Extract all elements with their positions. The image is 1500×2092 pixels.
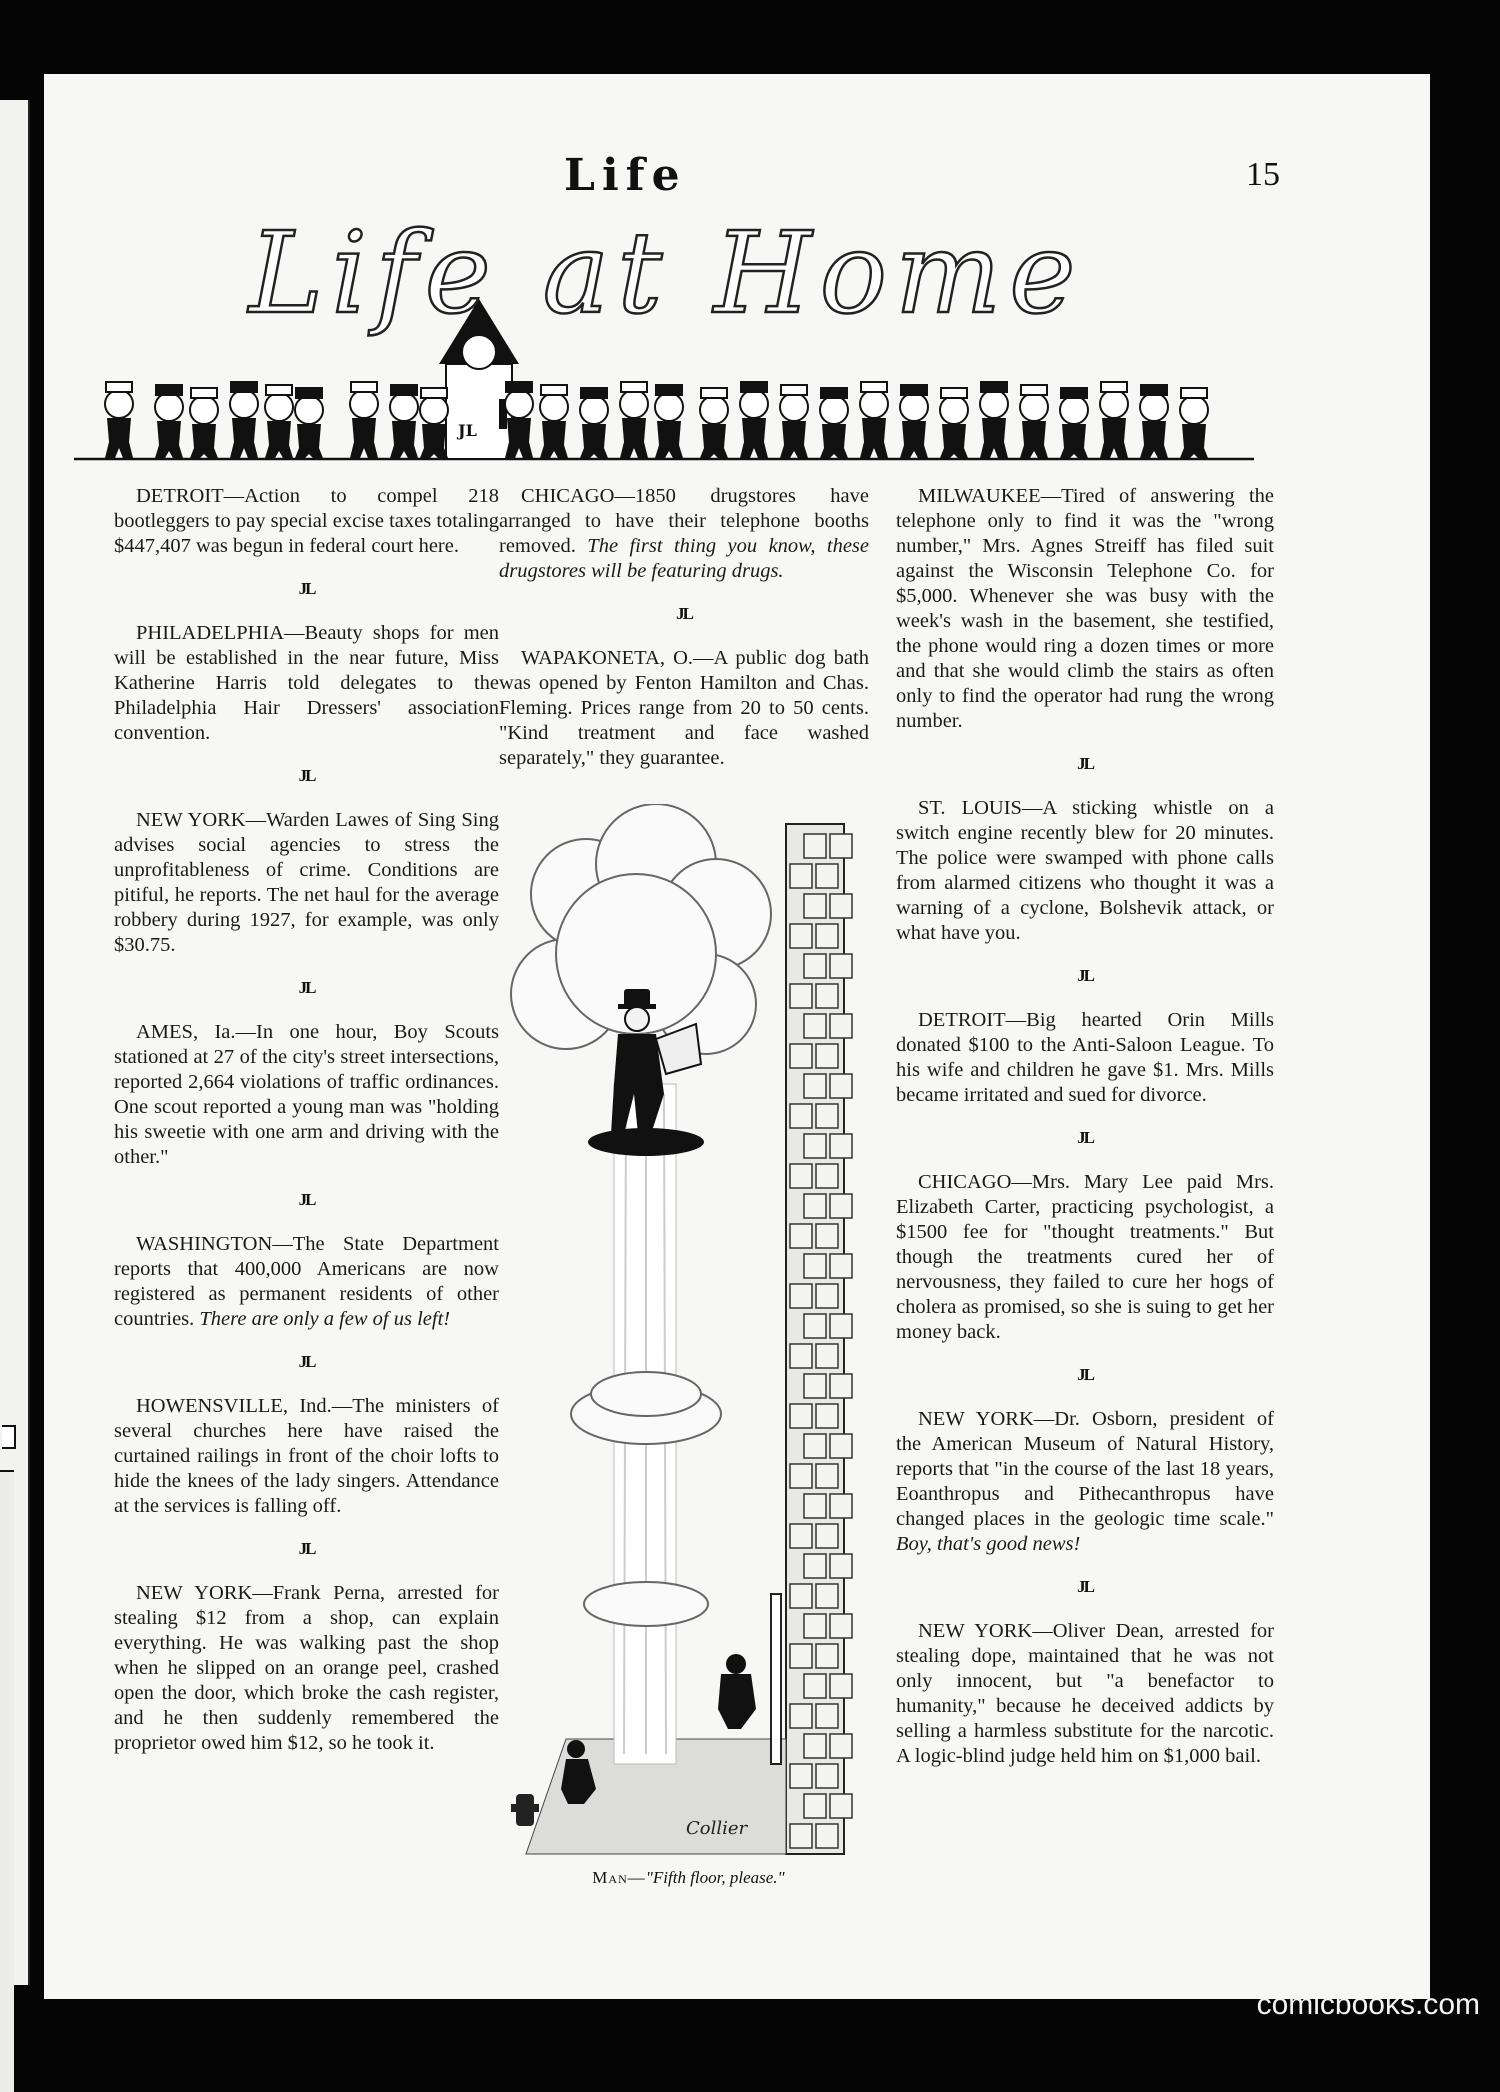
procession-figures — [105, 382, 1208, 458]
column-1 — [114, 484, 499, 1774]
wall-brick — [816, 924, 838, 948]
wall-brick — [804, 1794, 826, 1818]
wall-brick — [830, 1494, 852, 1518]
wall-brick — [804, 1434, 826, 1458]
news-item-quip: The first thing you know, these drugstores will be featuring drugs. — [499, 535, 870, 582]
wall-brick — [790, 1464, 812, 1488]
procession-figure — [230, 382, 258, 458]
item-separator: JL — [298, 1352, 315, 1371]
news-item — [114, 1232, 499, 1332]
header-banner — [74, 204, 1254, 474]
news-item — [114, 1394, 499, 1519]
item-separator: JL — [676, 604, 692, 623]
news-item-text: NEW YORK—Oliver Dean, arrested for stealing dope, maintained that he was not only innocent, but "a benefactor to humanity," because he deceived addicts by selling a harmless substitute for the narcotic. A logic-blind judge held him on $1,000 bail. — [896, 1620, 1274, 1767]
news-item — [114, 1581, 499, 1756]
news-item-quip: There are only a few of us left! — [199, 1308, 451, 1330]
magazine-page — [44, 74, 1430, 1999]
wall-brick — [804, 834, 826, 858]
news-item-text: NEW YORK—Warden Lawes of Sing Sing advises social agencies to stress the unprofitableness of crime. Conditions are pitiful, he reports. The net haul for the average robbery during 1927, for example, was only $30.75. — [114, 809, 499, 956]
wall-brick — [816, 1464, 838, 1488]
news-item — [114, 808, 499, 958]
cartoon-caption — [506, 1868, 871, 1888]
adjacent-page-lower-edge — [0, 1470, 14, 2092]
news-item-text: DETROIT—Big hearted Orin Mills donated $100 to the Anti-Saloon League. To his wife and children he gave $1. Mrs. Mills became irritated and sued for divorce. — [896, 1009, 1274, 1106]
procession-figure — [420, 388, 448, 458]
wall-brick — [790, 1644, 812, 1668]
item-separator: JL — [1077, 1365, 1093, 1384]
item-separator: JL — [298, 1190, 315, 1209]
news-item — [896, 1619, 1274, 1769]
wall-brick — [804, 1554, 826, 1578]
wall-brick — [830, 1254, 852, 1278]
procession-figure — [540, 385, 568, 458]
wall-brick — [790, 1284, 812, 1308]
wall-brick — [816, 984, 838, 1008]
wall-brick — [804, 1314, 826, 1338]
wall-brick — [790, 1164, 812, 1188]
news-item-text: NEW YORK—Frank Perna, arrested for stealing $12 from a shop, can explain everything. He was walking past the shop when he slipped on an orange peel, crashed open the door, which broke the cash register, and he then suddenly remembered the proprietor owed him $12, so he took it. — [114, 1582, 499, 1754]
procession-figure — [265, 385, 293, 458]
procession-figure — [105, 382, 133, 458]
wall-brick — [790, 1584, 812, 1608]
cartoon-drawing — [506, 804, 871, 1864]
wall-brick — [804, 1614, 826, 1638]
brick-wall — [786, 824, 852, 1854]
watermark: comicbooks.com — [1256, 1988, 1480, 2021]
procession-figure — [390, 385, 418, 458]
procession-figure — [295, 388, 323, 458]
wall-brick — [804, 1194, 826, 1218]
item-separator: JL — [1077, 754, 1093, 773]
wall-brick — [830, 834, 852, 858]
procession-figure — [620, 382, 648, 458]
wall-brick — [804, 1014, 826, 1038]
procession-figure — [940, 388, 968, 458]
adjacent-page-edge — [0, 100, 30, 1985]
procession-figure — [820, 388, 848, 458]
procession-figure — [155, 385, 183, 458]
news-item — [114, 1020, 499, 1170]
item-separator: JL — [1077, 966, 1093, 985]
wall-brick — [816, 1824, 838, 1848]
wall-brick — [804, 1134, 826, 1158]
procession-figure — [655, 385, 683, 458]
news-item — [896, 484, 1274, 734]
banner-title: Life at Home — [249, 209, 1084, 339]
wall-brick — [790, 1824, 812, 1848]
wall-brick — [816, 1104, 838, 1128]
wall-brick — [816, 1164, 838, 1188]
wall-brick — [790, 1404, 812, 1428]
news-item — [114, 621, 499, 746]
wall-brick — [816, 1764, 838, 1788]
procession-figure — [350, 382, 378, 458]
news-item-text: NEW YORK—Dr. Osborn, president of the American Museum of Natural History, reports that "in the course of the last 18 years, Eoanthropus and Pithecanthropus have changed places in the geologic time scale." — [896, 1408, 1274, 1530]
wall-brick — [790, 1524, 812, 1548]
column-2 — [499, 484, 869, 789]
news-item-text: MILWAUKEE—Tired of answering the telephone only to find it was the "wrong number," Mrs. Agnes Streiff has filed suit against the Wisconsin Telephone Co. for $5,000. Whenever she was busy with the week's wash in the basement, she testified, the phone would ring a dozen times or more and that she would climb the stairs as often only to find the operator had rung the wrong number. — [896, 485, 1274, 732]
news-item-text: CHICAGO—Mrs. Mary Lee paid Mrs. Elizabeth Carter, practicing psychologist, a $1500 fee for "thought treatments." But though the treatments cured her of nervousness, they failed to cure her hogs of cholera as promised, so she is suing to get her money back. — [896, 1171, 1274, 1343]
news-item-text: ST. LOUIS—A sticking whistle on a switch engine recently blew for 20 minutes. The police were swamped with phone calls from alarmed citizens who thought it was a warning of a cyclone, Bolshevik attack, or what have you. — [896, 797, 1274, 944]
wall-brick — [804, 954, 826, 978]
wall-brick — [830, 1314, 852, 1338]
wall-brick — [804, 1494, 826, 1518]
wall-brick — [830, 1194, 852, 1218]
news-item-quip: Boy, that's good news! — [896, 1533, 1081, 1555]
wall-brick — [830, 1674, 852, 1698]
procession-figure — [900, 385, 928, 458]
pedestrian-figure — [718, 1654, 756, 1729]
procession-figure — [780, 385, 808, 458]
wall-brick — [816, 1404, 838, 1428]
wall-brick — [790, 984, 812, 1008]
wall-brick — [804, 1254, 826, 1278]
item-separator: JL — [298, 766, 315, 785]
caption-speaker: Man— — [592, 1868, 646, 1887]
wall-brick — [816, 864, 838, 888]
news-item — [896, 796, 1274, 946]
wall-brick — [816, 1584, 838, 1608]
procession-figure — [1020, 385, 1048, 458]
procession-figure — [580, 388, 608, 458]
column-3 — [896, 484, 1274, 1787]
masthead: Life — [564, 150, 687, 201]
item-separator: JL — [1077, 1577, 1093, 1596]
news-item — [896, 1008, 1274, 1108]
procession-figure — [1100, 382, 1128, 458]
news-item-text: AMES, Ia.—In one hour, Boy Scouts stationed at 27 of the city's street intersections, reported 2,664 violations of traffic ordinances. One scout reported a young man was "holding his sweetie with one arm and driving with the other." — [114, 1021, 499, 1168]
procession-figure — [860, 382, 888, 458]
procession-figure — [700, 388, 728, 458]
fire-hydrant — [511, 1794, 539, 1826]
wall-brick — [830, 1554, 852, 1578]
wall-brick — [816, 1224, 838, 1248]
wall-brick — [816, 1044, 838, 1068]
wall-brick — [790, 1224, 812, 1248]
news-item-text: HOWENSVILLE, Ind.—The ministers of several churches here have raised the curtained railings in front of the choir lofts to hide the knees of the lady singers. Attendance at the services is falling off. — [114, 1395, 499, 1517]
wall-brick — [790, 1704, 812, 1728]
wall-brick — [830, 1434, 852, 1458]
item-separator: JL — [1077, 1128, 1093, 1147]
wall-brick — [830, 1374, 852, 1398]
wall-brick — [830, 954, 852, 978]
wall-brick — [790, 924, 812, 948]
news-item — [896, 1407, 1274, 1557]
wall-brick — [816, 1704, 838, 1728]
adjacent-page-mark — [2, 1425, 16, 1449]
procession-figure — [1060, 388, 1088, 458]
wall-brick — [790, 1104, 812, 1128]
item-separator: JL — [298, 1539, 315, 1558]
item-separator: JL — [298, 978, 315, 997]
news-item-text: PHILADELPHIA—Beauty shops for men will be established in the near future, Miss Katherine Harris told delegates to the Philadelphia Hair Dressers' association convention. — [114, 622, 499, 744]
wall-brick — [804, 1374, 826, 1398]
wall-brick — [830, 1134, 852, 1158]
wall-brick — [804, 1074, 826, 1098]
wall-brick — [790, 1344, 812, 1368]
wall-brick — [816, 1344, 838, 1368]
cartoon-illustration — [506, 804, 871, 1864]
procession-figure — [740, 382, 768, 458]
wall-brick — [830, 1794, 852, 1818]
news-item — [114, 484, 499, 559]
wall-brick — [804, 1674, 826, 1698]
news-item-text: DETROIT—Action to compel 218 bootleggers to pay special excise taxes totaling $447,407 was begun in federal court here. — [114, 485, 499, 557]
item-separator: JL — [298, 579, 315, 598]
news-item-text: CHICAGO—1850 drugstores have arranged to have their telephone booths removed. — [499, 485, 869, 557]
news-item — [499, 484, 869, 584]
wall-brick — [804, 894, 826, 918]
wall-brick — [816, 1284, 838, 1308]
svg-text:JL: JL — [458, 421, 477, 440]
news-item-text: WASHINGTON—The State Department reports that 400,000 Americans are now registered as permanent residents of other countries. — [114, 1233, 499, 1330]
procession-figure — [1180, 388, 1208, 458]
procession-figure — [505, 382, 533, 458]
lower-cloud — [584, 1582, 708, 1626]
wall-brick — [790, 864, 812, 888]
wall-brick — [804, 1734, 826, 1758]
wall-brick — [816, 1524, 838, 1548]
wall-brick — [790, 1044, 812, 1068]
wall-brick — [790, 1764, 812, 1788]
procession-figure — [190, 388, 218, 458]
middle-cloud — [571, 1372, 721, 1444]
procession-figure — [1140, 385, 1168, 458]
wall-brick — [830, 1614, 852, 1638]
caption-text: "Fifth floor, please." — [645, 1868, 785, 1887]
wall-brick — [830, 1074, 852, 1098]
drain-pipe — [771, 1594, 781, 1764]
wall-brick — [830, 894, 852, 918]
news-item — [896, 1170, 1274, 1345]
wall-brick — [830, 1014, 852, 1038]
procession-figure — [980, 382, 1008, 458]
news-item — [499, 646, 869, 771]
news-item-text: WAPAKONETA, O.—A public dog bath was opened by Fenton Hamilton and Chas. Fleming. Prices range from 20 to 50 cents. "Kind treatment and face washed separately," they guarantee. — [499, 647, 869, 769]
wall-brick — [816, 1644, 838, 1668]
wall-brick — [830, 1734, 852, 1758]
artist-signature: Collier — [686, 1818, 748, 1839]
page-number: 15 — [1246, 156, 1280, 193]
